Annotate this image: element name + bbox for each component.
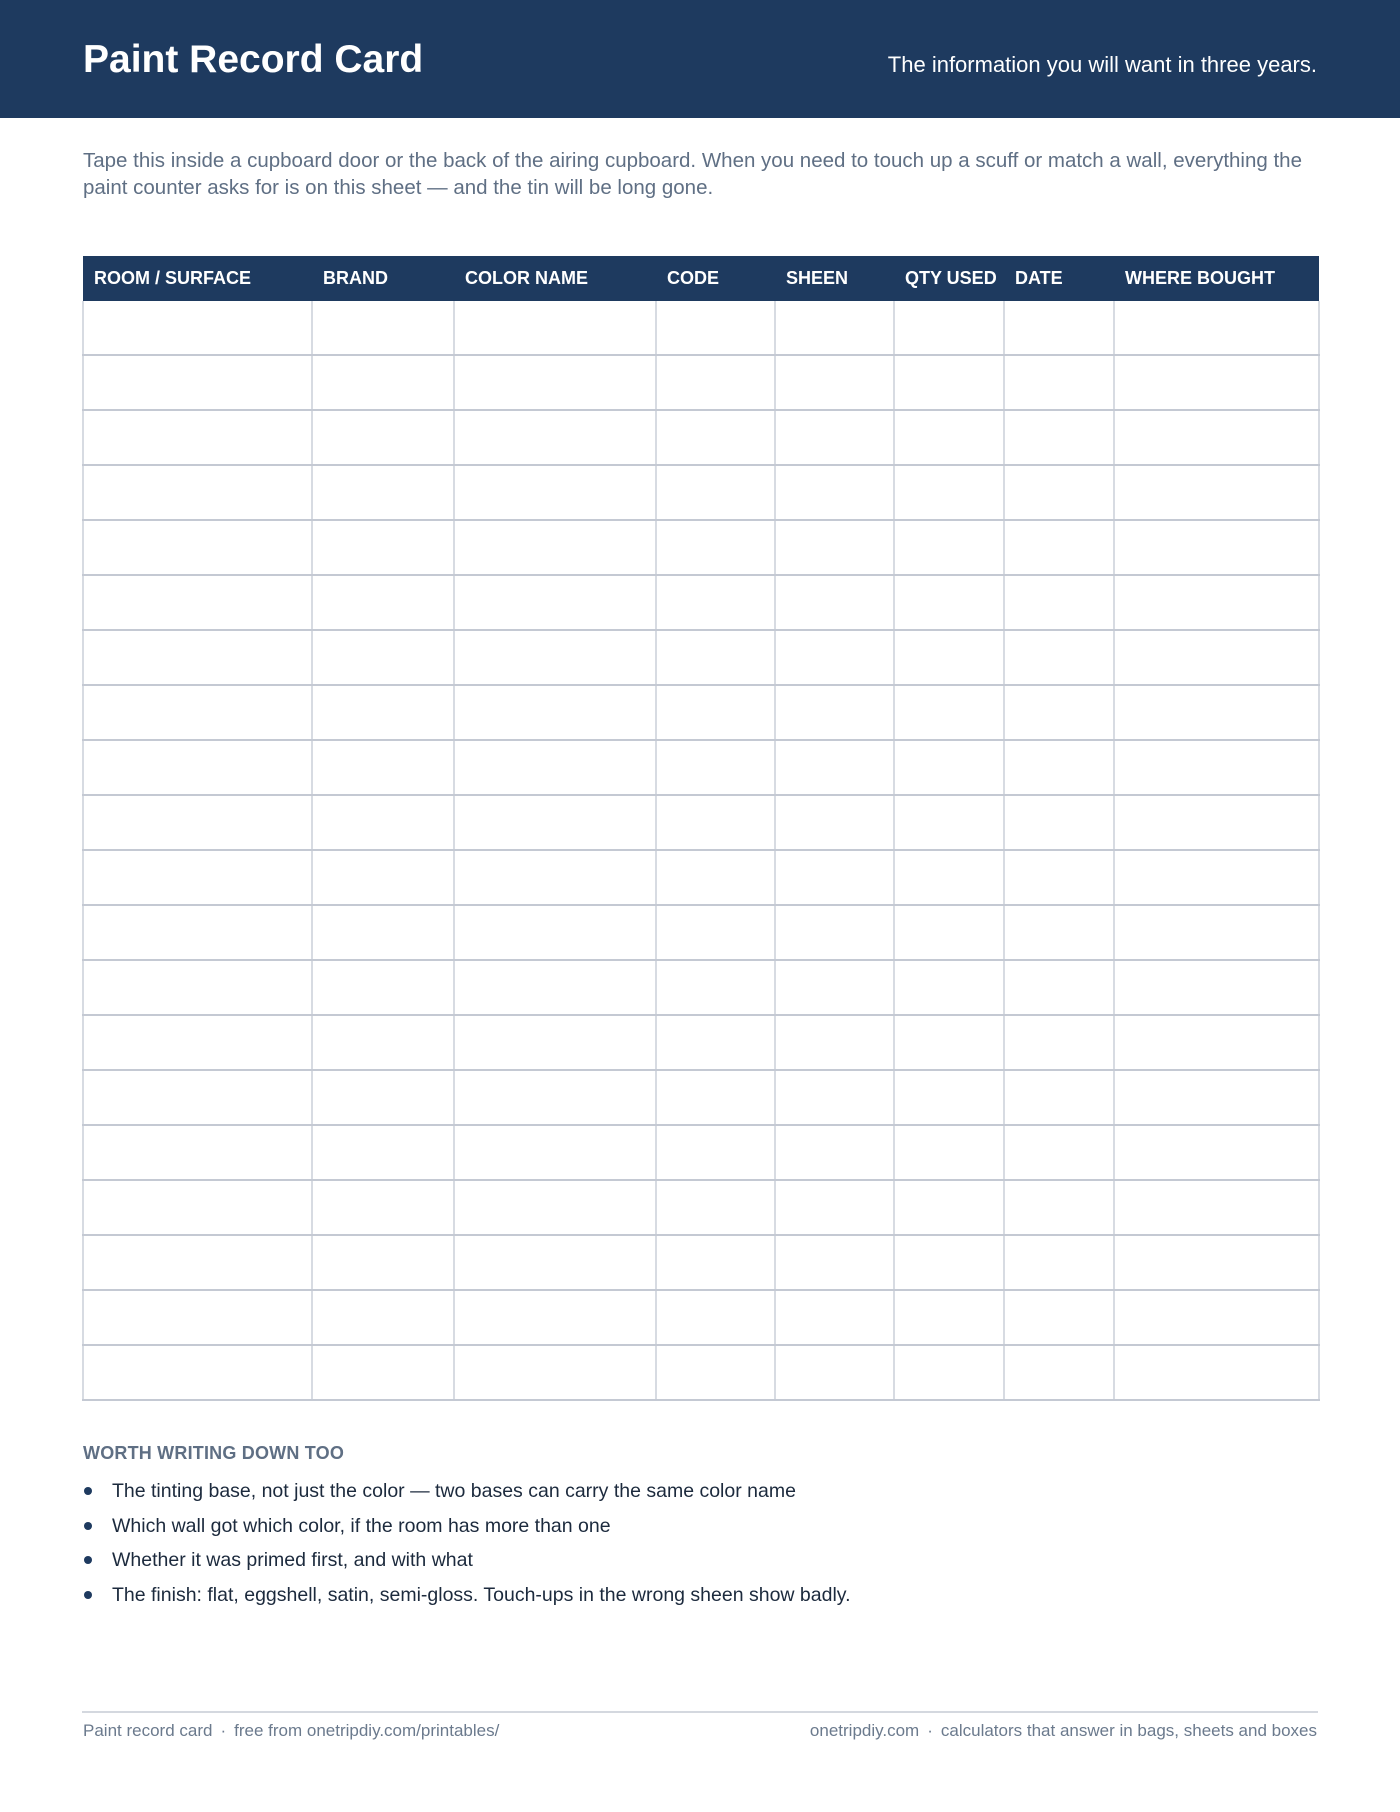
- table-row: [83, 1125, 1319, 1180]
- table-cell[interactable]: [83, 1015, 312, 1070]
- table-cell[interactable]: [656, 1345, 775, 1400]
- table-cell[interactable]: [656, 1015, 775, 1070]
- header-bar: [0, 0, 1400, 118]
- table-cell[interactable]: [1004, 960, 1114, 1015]
- table-cell[interactable]: [312, 905, 454, 960]
- table-cell[interactable]: [656, 520, 775, 575]
- table-cell[interactable]: [894, 630, 1004, 685]
- table-cell[interactable]: [312, 630, 454, 685]
- table-cell[interactable]: [1114, 1235, 1319, 1290]
- table-cell[interactable]: [1004, 685, 1114, 740]
- footer-site-tagline: calculators that answer in bags, sheets and boxes: [940, 1721, 1317, 1740]
- worth-section-title: WORTH WRITING DOWN TOO: [83, 1443, 345, 1463]
- table-cell[interactable]: [894, 355, 1004, 410]
- table-cell[interactable]: [894, 905, 1004, 960]
- table-cell[interactable]: [775, 301, 894, 355]
- table-cell[interactable]: [1004, 465, 1114, 520]
- table-cell[interactable]: [775, 410, 894, 465]
- table-cell[interactable]: [775, 850, 894, 905]
- table-cell[interactable]: [775, 1345, 894, 1400]
- table-cell[interactable]: [775, 465, 894, 520]
- footer-separator: ·: [220, 1721, 227, 1740]
- table-cell[interactable]: [1004, 410, 1114, 465]
- table-row: [83, 520, 1319, 575]
- table-cell[interactable]: [894, 1125, 1004, 1180]
- table-row: [83, 1180, 1319, 1235]
- table-cell[interactable]: [454, 575, 656, 630]
- table-cell[interactable]: [83, 1125, 312, 1180]
- table-cell[interactable]: [1114, 1345, 1319, 1400]
- table-body: [83, 301, 1319, 1400]
- table-cell[interactable]: [894, 960, 1004, 1015]
- table-cell[interactable]: [656, 960, 775, 1015]
- bullet-icon: [84, 1591, 92, 1599]
- table-cell[interactable]: [1114, 465, 1319, 520]
- table-cell[interactable]: [1114, 520, 1319, 575]
- table-row: [83, 630, 1319, 685]
- table-cell[interactable]: [775, 1015, 894, 1070]
- table-row: [83, 355, 1319, 410]
- worth-list-item: [83, 1509, 851, 1544]
- paint-record-table-wrapper: [82, 256, 1318, 1401]
- table-cell[interactable]: [312, 520, 454, 575]
- footer-site-link[interactable]: onetripdiy.com: [809, 1721, 920, 1740]
- table-row: [83, 685, 1319, 740]
- worth-item-text: The finish: flat, eggshell, satin, semi-gloss. Touch-ups in the wrong sheen show badly.: [112, 1583, 851, 1606]
- table-cell[interactable]: [83, 740, 312, 795]
- table-cell[interactable]: [1004, 795, 1114, 850]
- header-tagline: The information you will want in three years.: [887, 52, 1317, 77]
- table-cell[interactable]: [454, 1345, 656, 1400]
- table-row: [83, 1345, 1319, 1400]
- table-cell[interactable]: [775, 1070, 894, 1125]
- table-cell[interactable]: [83, 850, 312, 905]
- table-cell[interactable]: [83, 1180, 312, 1235]
- table-cell[interactable]: [1114, 795, 1319, 850]
- table-cell[interactable]: [1114, 740, 1319, 795]
- table-row: [83, 301, 1319, 355]
- table-cell[interactable]: [1004, 1235, 1114, 1290]
- table-cell[interactable]: [1114, 850, 1319, 905]
- table-cell[interactable]: [894, 410, 1004, 465]
- table-row: [83, 575, 1319, 630]
- worth-item-text: Which wall got which color, if the room has more than one: [112, 1514, 611, 1537]
- worth-item-text: The tinting base, not just the color — two bases can carry the same color name: [112, 1480, 796, 1502]
- table-cell[interactable]: [312, 1290, 454, 1345]
- table-cell[interactable]: [454, 1125, 656, 1180]
- table-cell[interactable]: [894, 465, 1004, 520]
- table-cell[interactable]: [1114, 1180, 1319, 1235]
- table-cell[interactable]: [894, 850, 1004, 905]
- table-cell[interactable]: [656, 1235, 775, 1290]
- table-cell[interactable]: [656, 355, 775, 410]
- table-cell[interactable]: [312, 1235, 454, 1290]
- table-cell[interactable]: [83, 1290, 312, 1345]
- table-row: [83, 410, 1319, 465]
- table-cell[interactable]: [83, 575, 312, 630]
- table-cell[interactable]: [454, 1180, 656, 1235]
- table-cell[interactable]: [656, 575, 775, 630]
- footer-divider: [82, 1711, 1318, 1713]
- table-cell[interactable]: [312, 1125, 454, 1180]
- table-cell[interactable]: [454, 905, 656, 960]
- table-cell[interactable]: [454, 410, 656, 465]
- table-cell[interactable]: [656, 630, 775, 685]
- table-cell[interactable]: [656, 1290, 775, 1345]
- table-cell[interactable]: [312, 575, 454, 630]
- table-cell[interactable]: [312, 795, 454, 850]
- table-cell[interactable]: [1114, 960, 1319, 1015]
- table-cell[interactable]: [1004, 1345, 1114, 1400]
- table-cell[interactable]: [83, 960, 312, 1015]
- footer-source-link[interactable]: free from onetripdiy.com/printables/: [234, 1721, 500, 1740]
- table-cell[interactable]: [1004, 740, 1114, 795]
- table-cell[interactable]: [656, 740, 775, 795]
- column-header-where-bought: WHERE BOUGHT: [1114, 256, 1319, 301]
- table-cell[interactable]: [775, 575, 894, 630]
- table-cell[interactable]: [894, 740, 1004, 795]
- table-cell[interactable]: [894, 1235, 1004, 1290]
- table-cell[interactable]: [312, 960, 454, 1015]
- paint-record-table: [82, 256, 1320, 1401]
- table-cell[interactable]: [454, 740, 656, 795]
- table-cell[interactable]: [454, 355, 656, 410]
- table-cell[interactable]: [894, 1345, 1004, 1400]
- table-cell[interactable]: [1114, 685, 1319, 740]
- table-cell[interactable]: [1114, 1015, 1319, 1070]
- table-cell[interactable]: [83, 1235, 312, 1290]
- table-cell[interactable]: [1004, 301, 1114, 355]
- footer-right: [810, 1721, 1317, 1741]
- table-cell[interactable]: [1114, 1070, 1319, 1125]
- table-cell[interactable]: [775, 960, 894, 1015]
- table-cell[interactable]: [775, 1180, 894, 1235]
- footer-separator: ·: [927, 1721, 933, 1740]
- table-cell[interactable]: [894, 1180, 1004, 1235]
- table-cell[interactable]: [83, 410, 312, 465]
- bullet-icon: [84, 1556, 92, 1564]
- table-cell[interactable]: [1004, 520, 1114, 575]
- table-cell[interactable]: [894, 1070, 1004, 1125]
- table-row: [83, 1235, 1319, 1290]
- table-cell[interactable]: [454, 1015, 656, 1070]
- table-row: [83, 740, 1319, 795]
- table-cell[interactable]: [83, 905, 312, 960]
- table-cell[interactable]: [1004, 355, 1114, 410]
- table-cell[interactable]: [83, 795, 312, 850]
- table-cell[interactable]: [454, 685, 656, 740]
- table-cell[interactable]: [83, 1345, 312, 1400]
- table-row: [83, 850, 1319, 905]
- table-cell[interactable]: [894, 795, 1004, 850]
- table-cell[interactable]: [775, 1125, 894, 1180]
- table-cell[interactable]: [1114, 1125, 1319, 1180]
- column-header-code: CODE: [656, 256, 775, 301]
- table-cell[interactable]: [1004, 850, 1114, 905]
- table-cell[interactable]: [656, 850, 775, 905]
- table-cell[interactable]: [312, 301, 454, 355]
- table-cell[interactable]: [312, 1070, 454, 1125]
- table-cell[interactable]: [312, 1180, 454, 1235]
- table-cell[interactable]: [1004, 905, 1114, 960]
- table-cell[interactable]: [775, 795, 894, 850]
- column-header-sheen: SHEEN: [775, 256, 894, 301]
- table-cell[interactable]: [894, 1015, 1004, 1070]
- worth-item-text: Whether it was primed first, and with what: [112, 1549, 473, 1571]
- table-cell[interactable]: [656, 1125, 775, 1180]
- table-cell[interactable]: [1004, 1070, 1114, 1125]
- table-cell[interactable]: [312, 1345, 454, 1400]
- table-cell[interactable]: [1004, 1290, 1114, 1345]
- table-cell[interactable]: [1004, 575, 1114, 630]
- table-cell[interactable]: [1004, 630, 1114, 685]
- table-cell[interactable]: [454, 960, 656, 1015]
- table-cell[interactable]: [454, 520, 656, 575]
- table-cell[interactable]: [1114, 410, 1319, 465]
- intro-text: Tape this inside a cupboard door or the back of the airing cupboard. When you need to touch up a scuff or match a wall, everything the paint counter asks for is on this sheet — and the tin will be long gone.: [83, 149, 1302, 199]
- table-cell[interactable]: [775, 685, 894, 740]
- table-row: [83, 905, 1319, 960]
- bullet-icon: [84, 1522, 92, 1530]
- table-row: [83, 960, 1319, 1015]
- table-cell[interactable]: [775, 1235, 894, 1290]
- table-cell[interactable]: [656, 905, 775, 960]
- table-cell[interactable]: [1114, 1290, 1319, 1345]
- table-cell[interactable]: [894, 685, 1004, 740]
- table-cell[interactable]: [312, 850, 454, 905]
- table-cell[interactable]: [656, 410, 775, 465]
- table-cell[interactable]: [1114, 575, 1319, 630]
- worth-list-item: [83, 1474, 851, 1509]
- column-header-brand: BRAND: [312, 256, 454, 301]
- worth-list-item: [83, 1543, 851, 1578]
- table-cell[interactable]: [83, 1070, 312, 1125]
- column-header-date: DATE: [1004, 256, 1114, 301]
- table-cell[interactable]: [83, 355, 312, 410]
- table-cell[interactable]: [312, 410, 454, 465]
- page-title: Paint Record Card: [83, 38, 424, 81]
- table-cell[interactable]: [454, 1290, 656, 1345]
- table-cell[interactable]: [775, 1290, 894, 1345]
- table-cell[interactable]: [775, 905, 894, 960]
- table-cell[interactable]: [1114, 301, 1319, 355]
- table-cell[interactable]: [656, 301, 775, 355]
- table-cell[interactable]: [775, 520, 894, 575]
- column-header-color-name: COLOR NAME: [454, 256, 656, 301]
- table-cell[interactable]: [312, 740, 454, 795]
- table-cell[interactable]: [83, 301, 312, 355]
- worth-list-item: [83, 1578, 851, 1613]
- column-header-qty-used: QTY USED: [894, 256, 1004, 301]
- table-cell[interactable]: [454, 301, 656, 355]
- table-row: [83, 1015, 1319, 1070]
- table-cell[interactable]: [454, 1235, 656, 1290]
- table-cell[interactable]: [454, 795, 656, 850]
- table-cell[interactable]: [454, 630, 656, 685]
- table-cell[interactable]: [454, 1070, 656, 1125]
- table-row: [83, 1070, 1319, 1125]
- table-row: [83, 465, 1319, 520]
- table-cell[interactable]: [894, 1290, 1004, 1345]
- table-cell[interactable]: [775, 355, 894, 410]
- table-cell[interactable]: [1114, 355, 1319, 410]
- table-cell[interactable]: [83, 465, 312, 520]
- table-cell[interactable]: [454, 465, 656, 520]
- table-cell[interactable]: [656, 685, 775, 740]
- table-cell[interactable]: [656, 1180, 775, 1235]
- worth-list: [83, 1474, 851, 1612]
- table-cell[interactable]: [775, 740, 894, 795]
- table-cell[interactable]: [775, 630, 894, 685]
- table-row: [83, 795, 1319, 850]
- table-cell[interactable]: [312, 355, 454, 410]
- table-cell[interactable]: [1114, 630, 1319, 685]
- table-cell[interactable]: [312, 1015, 454, 1070]
- table-header-row: [83, 256, 1319, 301]
- table-cell[interactable]: [894, 575, 1004, 630]
- table-cell[interactable]: [1114, 905, 1319, 960]
- footer-left: [83, 1721, 499, 1741]
- footer-document-name: Paint record card: [83, 1721, 213, 1740]
- table-cell[interactable]: [83, 630, 312, 685]
- table-cell[interactable]: [1004, 1180, 1114, 1235]
- table-cell[interactable]: [312, 685, 454, 740]
- table-cell[interactable]: [1004, 1125, 1114, 1180]
- column-header-room-surface: ROOM / SURFACE: [83, 256, 312, 301]
- table-cell[interactable]: [312, 465, 454, 520]
- table-cell[interactable]: [894, 301, 1004, 355]
- bullet-icon: [84, 1487, 92, 1495]
- table-row: [83, 1290, 1319, 1345]
- table-cell[interactable]: [656, 465, 775, 520]
- table-cell[interactable]: [83, 685, 312, 740]
- table-cell[interactable]: [1004, 1015, 1114, 1070]
- table-cell[interactable]: [454, 850, 656, 905]
- table-cell[interactable]: [894, 520, 1004, 575]
- table-cell[interactable]: [656, 795, 775, 850]
- table-cell[interactable]: [83, 520, 312, 575]
- table-cell[interactable]: [656, 1070, 775, 1125]
